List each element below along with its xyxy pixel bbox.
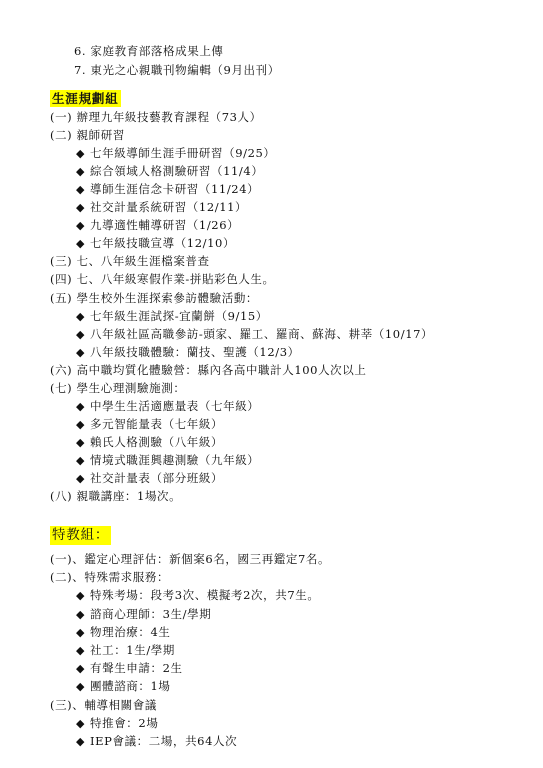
list-item bbox=[50, 488, 181, 504]
list-item bbox=[50, 551, 330, 567]
list-item-text: 團體諮商：1場 bbox=[90, 679, 171, 694]
bullet-item bbox=[76, 452, 259, 469]
list-item-text: 社工：1生/學期 bbox=[90, 643, 175, 657]
bullet-item bbox=[76, 733, 237, 750]
bullet-item bbox=[76, 308, 268, 325]
bullet-item bbox=[76, 660, 183, 677]
top-item-6: 6. 家庭教育部落格成果上傳 bbox=[74, 44, 224, 58]
diamond-bullet-icon: ◆ bbox=[76, 345, 86, 359]
list-item-text: (三) 七、八年級生涯檔案普查 bbox=[50, 254, 210, 269]
list-item-text: (四) 七、八年級寒假作業-拼貼彩色人生。 bbox=[50, 272, 275, 287]
diamond-bullet-icon: ◆ bbox=[76, 680, 86, 694]
list-item-text: 特推會：2場 bbox=[90, 715, 159, 730]
diamond-bullet-icon: ◆ bbox=[76, 644, 86, 657]
diamond-bullet-icon: ◆ bbox=[76, 201, 86, 215]
diamond-bullet-icon: ◆ bbox=[76, 472, 86, 485]
diamond-bullet-icon: ◆ bbox=[76, 716, 86, 730]
bullet-item bbox=[76, 235, 235, 252]
diamond-bullet-icon: ◆ bbox=[76, 183, 86, 197]
list-item-text: 社交計量表（部分班級） bbox=[90, 471, 224, 485]
bullet-item bbox=[76, 416, 223, 433]
bullet-item bbox=[76, 606, 211, 623]
bullet-item bbox=[76, 181, 259, 198]
bullet-item bbox=[76, 624, 171, 641]
bullet-item bbox=[76, 470, 223, 487]
diamond-bullet-icon: ◆ bbox=[76, 219, 86, 233]
diamond-bullet-icon: ◆ bbox=[76, 147, 86, 161]
list-item-text: 情境式職涯興趣測驗（九年級） bbox=[90, 452, 260, 467]
diamond-bullet-icon: ◆ bbox=[76, 589, 86, 603]
list-item-text: 中學生生活適應量表（七年級） bbox=[90, 398, 260, 413]
bullet-item bbox=[76, 344, 300, 361]
diamond-bullet-icon: ◆ bbox=[76, 327, 86, 341]
list-item-text: 八年級社區高職參訪-頭家、羅工、羅商、蘇海、耕莘（10/17） bbox=[90, 326, 434, 341]
list-item-text: (三)、輔導相關會議 bbox=[50, 697, 157, 712]
list-item-text: 物理治療：4生 bbox=[90, 624, 171, 639]
list-item-text: 有聲生申請：2生 bbox=[90, 661, 183, 676]
diamond-bullet-icon: ◆ bbox=[76, 453, 86, 467]
list-item-text: 導師生涯信念卡研習（11/24） bbox=[90, 182, 260, 197]
diamond-bullet-icon: ◆ bbox=[76, 607, 86, 621]
list-item bbox=[50, 253, 210, 269]
list-item-text: (一) 辦理九年級技藝教育課程（73人） bbox=[50, 110, 262, 124]
bullet-item bbox=[76, 587, 319, 604]
list-item-text: 八年級技職體驗：蘭技、聖護（12/3） bbox=[90, 344, 300, 359]
bullet-item bbox=[76, 678, 171, 695]
list-item-text: 特殊考場：段考3次、模擬考2次，共7生。 bbox=[90, 588, 320, 603]
list-item-text: 綜合領域人格測驗研習（11/4） bbox=[90, 164, 264, 179]
bullet-item bbox=[76, 642, 175, 659]
bullet-item bbox=[76, 326, 433, 343]
list-item-text: 多元智能量表（七年級） bbox=[90, 416, 224, 431]
diamond-bullet-icon: ◆ bbox=[76, 735, 86, 748]
bullet-item bbox=[76, 398, 259, 415]
list-item-text: (八) 親職講座：1場次。 bbox=[50, 489, 182, 504]
list-item-text: IEP會議：二場，共64人次 bbox=[90, 734, 238, 748]
list-item bbox=[50, 569, 169, 585]
list-item bbox=[50, 290, 258, 306]
list-item-text: 七年級導師生涯手冊研習（9/25） bbox=[90, 146, 276, 161]
list-item-text: 社交計量系統研習（12/11） bbox=[90, 200, 248, 215]
diamond-bullet-icon: ◆ bbox=[76, 435, 86, 449]
bullet-item bbox=[76, 163, 263, 180]
list-item-text: (一)、鑑定心理評估：新個案6名，國三再鑑定7名。 bbox=[50, 552, 331, 566]
bullet-item bbox=[76, 715, 158, 732]
list-item bbox=[50, 271, 275, 287]
bullet-item bbox=[76, 434, 223, 451]
section-heading-special-education: 特教組： bbox=[52, 527, 110, 543]
list-item-text: 九導適性輔導研習（1/26） bbox=[90, 218, 240, 233]
diamond-bullet-icon: ◆ bbox=[76, 417, 86, 431]
list-item-text: (六) 高中職均質化體驗營：縣內各高中職計人100人次以上 bbox=[50, 362, 367, 377]
list-item-text: (七) 學生心理測驗施測： bbox=[50, 380, 186, 395]
list-item-text: (五) 學生校外生涯探索參訪體驗活動： bbox=[50, 290, 259, 305]
list-item bbox=[50, 362, 366, 378]
list-item-text: (二)、特殊需求服務： bbox=[50, 570, 170, 585]
list-item-text: 賴氏人格測驗（八年級） bbox=[90, 434, 224, 449]
bullet-item bbox=[76, 199, 247, 216]
list-item bbox=[50, 127, 125, 143]
diamond-bullet-icon: ◆ bbox=[76, 625, 86, 639]
list-item-text: 七年級生涯試探-宜蘭餅（9/15） bbox=[90, 308, 268, 323]
list-item bbox=[50, 697, 157, 713]
bullet-item bbox=[76, 217, 239, 234]
diamond-bullet-icon: ◆ bbox=[76, 165, 86, 179]
list-item-text: (二) 親師研習 bbox=[50, 128, 125, 143]
list-item-text: 諮商心理師：3生/學期 bbox=[90, 606, 212, 621]
top-item-7: 7. 東光之心親職刊物編輯（9月出刊） bbox=[74, 63, 280, 77]
list-item bbox=[50, 109, 262, 125]
list-item bbox=[50, 380, 185, 396]
diamond-bullet-icon: ◆ bbox=[76, 237, 86, 251]
bullet-item bbox=[76, 145, 276, 162]
diamond-bullet-icon: ◆ bbox=[76, 662, 86, 676]
diamond-bullet-icon: ◆ bbox=[76, 309, 86, 323]
section-heading-career: 生涯規劃組 bbox=[52, 91, 119, 106]
list-item-text: 七年級技職宣導（12/10） bbox=[90, 236, 236, 251]
diamond-bullet-icon: ◆ bbox=[76, 399, 86, 413]
